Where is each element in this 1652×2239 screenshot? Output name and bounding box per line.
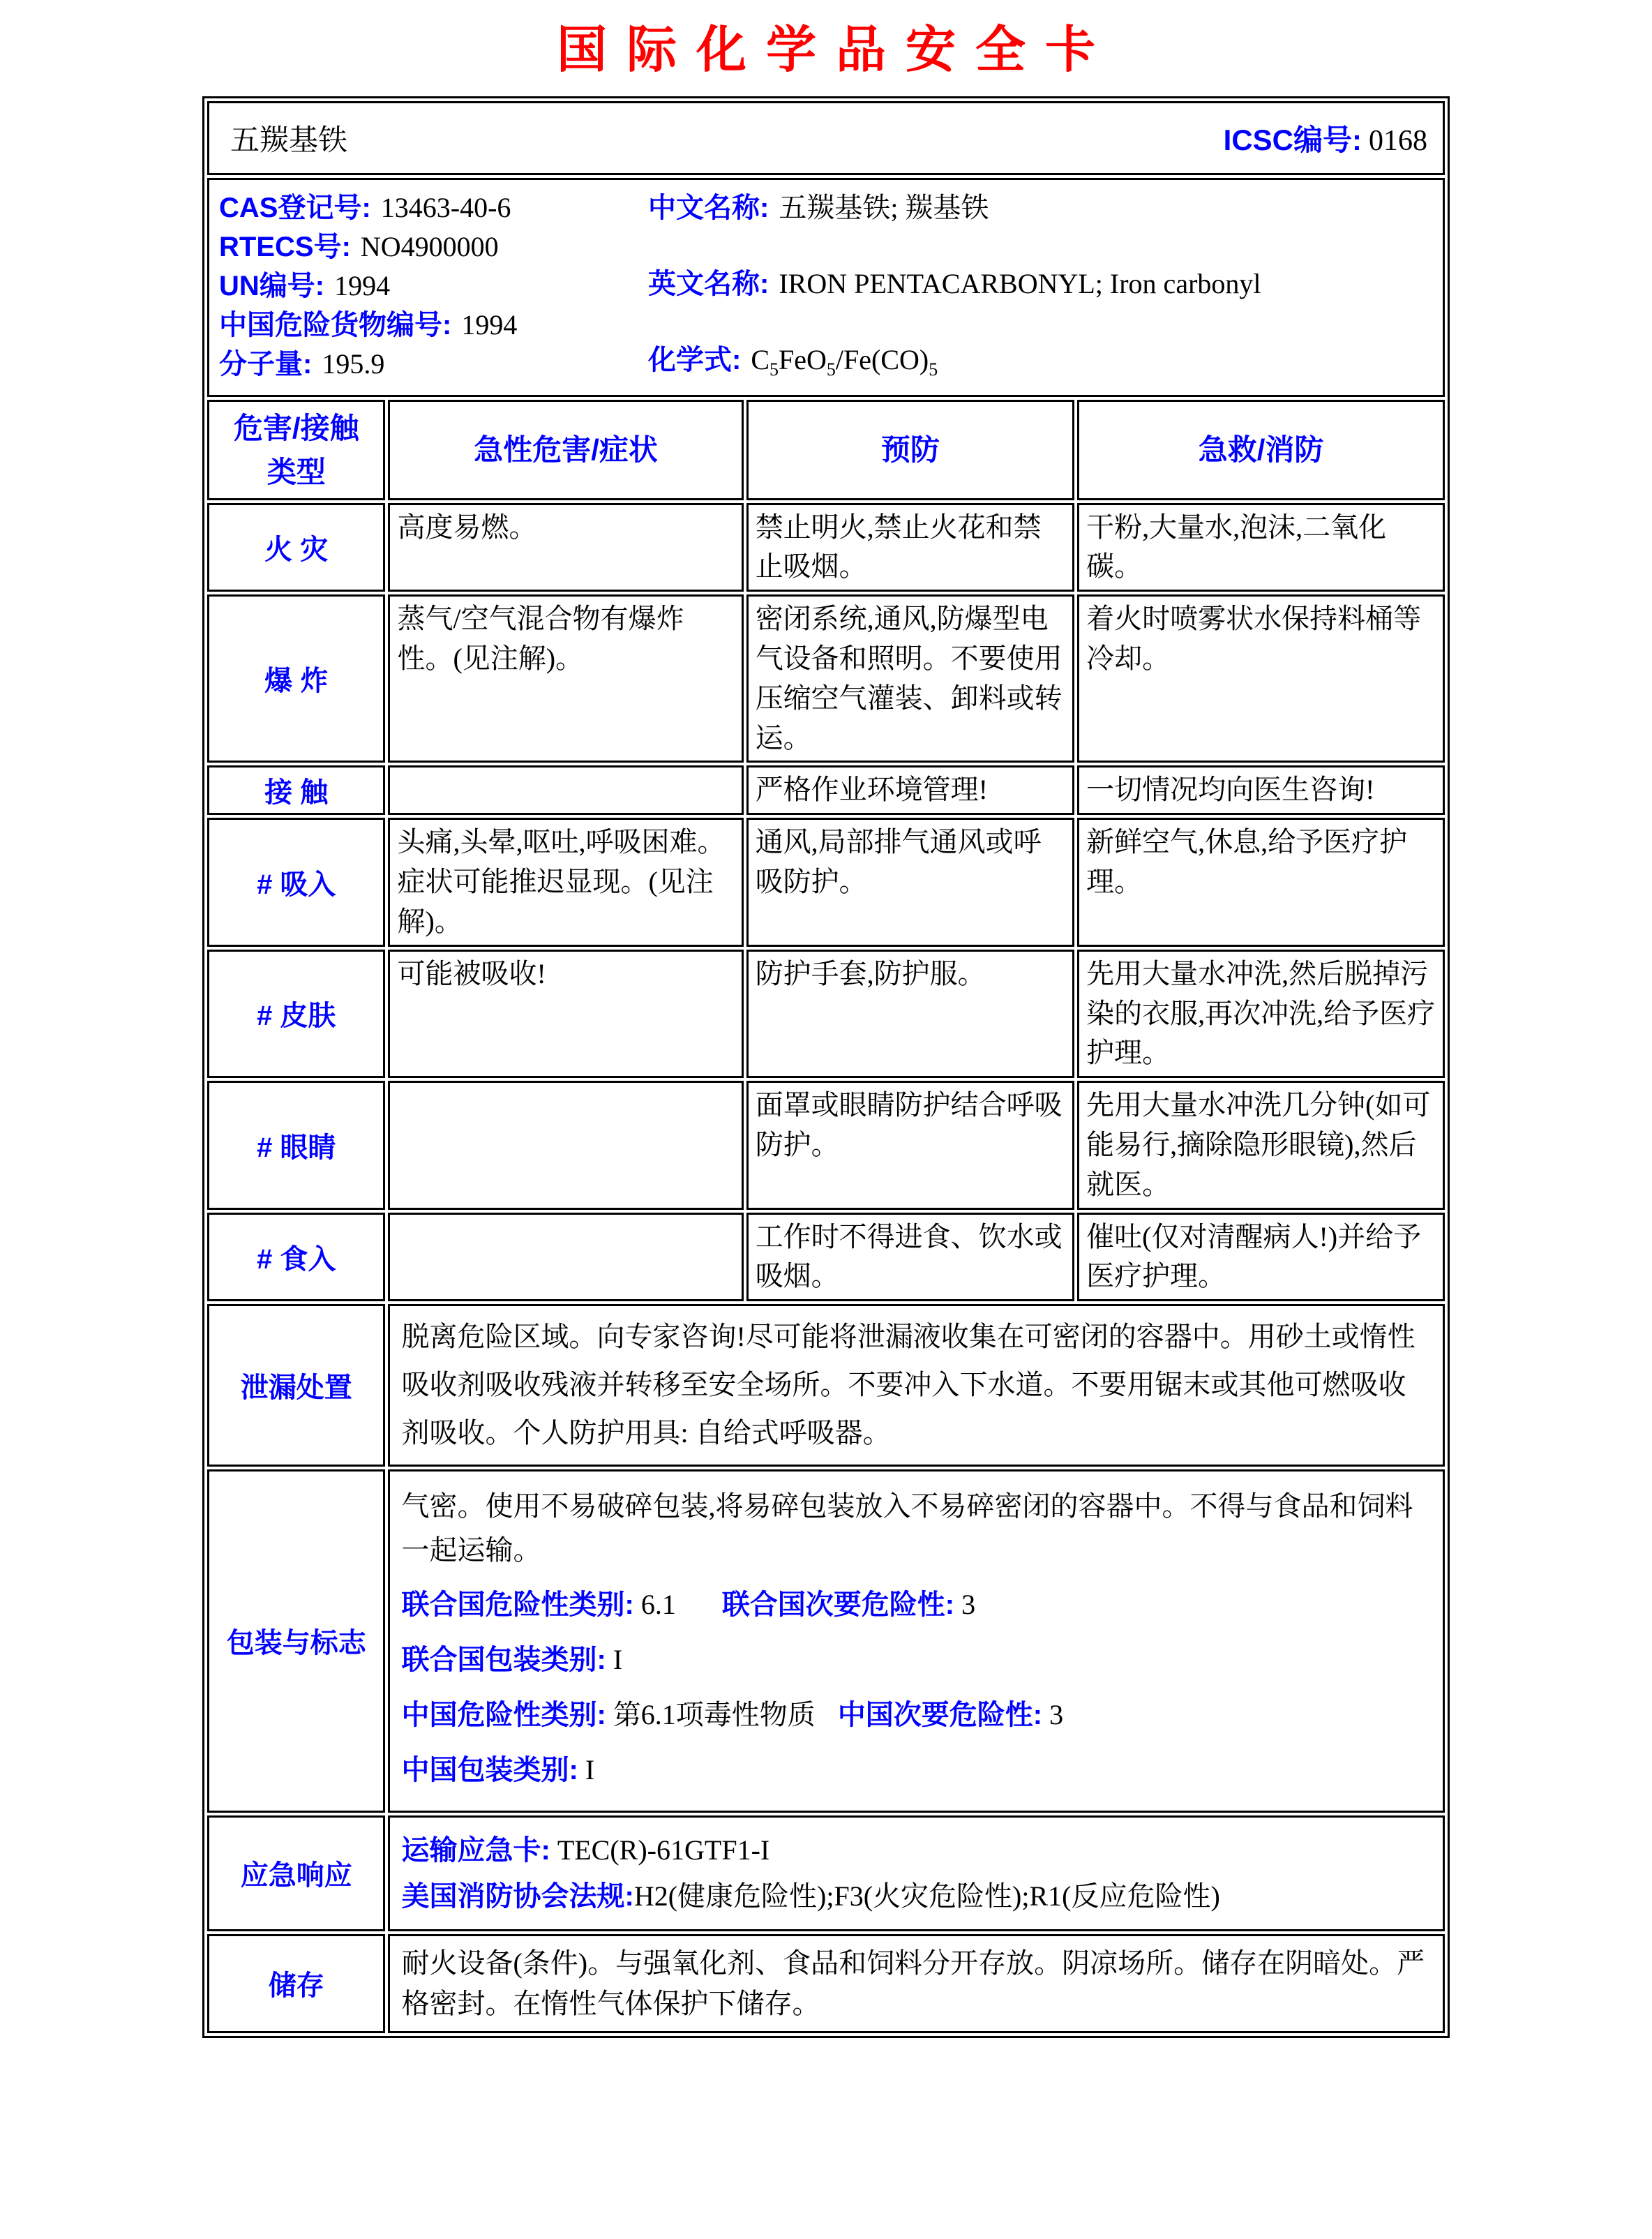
packaging-content [388, 1469, 1445, 1813]
emergency-content [388, 1815, 1445, 1931]
chinese-name-field [648, 191, 1434, 225]
icsc-document [0, 18, 1652, 2038]
un-packing-group-label: 联合国包装类别: [401, 1645, 606, 1676]
eyes-prevention: 面罩或眼睛防护结合呼吸防护。 [746, 1081, 1074, 1209]
fire-firstaid: 干粉,大量水,泡沫,二氧化碳。 [1077, 503, 1445, 592]
eyes-symptoms [388, 1081, 743, 1209]
fire-prevention: 禁止明火,禁止火花和禁止吸烟。 [746, 503, 1074, 592]
chemical-formula-field [648, 343, 1434, 380]
icsc-number [1224, 117, 1427, 159]
inhalation-symptoms: 头痛,头晕,呕吐,呼吸困难。症状可能推迟显现。(见注解)。 [388, 818, 743, 946]
identifiers-left-column [219, 191, 648, 381]
header-hazard-type: 危害/接触类型 [207, 400, 385, 500]
table-row-storage [207, 1934, 1445, 2033]
table-row-packaging [207, 1469, 1445, 1813]
chinese-name-value: 五羰基铁; 羰基铁 [779, 191, 989, 223]
chemical-formula-label: 化学式: [648, 345, 742, 376]
row-label-emergency: 应急响应 [207, 1815, 385, 1931]
un-packing-group-line [401, 1638, 1432, 1682]
table-row-explosion [207, 594, 1445, 763]
un-hazard-class-line [401, 1582, 1432, 1627]
fire-symptoms: 高度易燃。 [388, 503, 743, 592]
transport-emergency-card-label: 运输应急卡: [401, 1834, 550, 1866]
safety-card-table [202, 96, 1450, 2038]
formula-part: FeO [779, 344, 827, 376]
table-row-contact [207, 765, 1445, 815]
un-hazard-class-value: 6.1 [640, 1588, 676, 1620]
contact-firstaid: 一切情况均向医生咨询! [1077, 765, 1445, 815]
packaging-text: 气密。使用不易破碎包装,将易碎包装放入不易碎密闭的容器中。不得与食品和饲料一起运输。 [401, 1490, 1413, 1566]
name-row [230, 117, 1427, 159]
table-row-eyes [207, 1081, 1445, 1209]
cn-packing-group-value: I [585, 1754, 595, 1786]
table-row-ingestion [207, 1213, 1445, 1302]
identifiers-grid [219, 191, 1434, 381]
un-hazard-class-label: 联合国危险性类别: [401, 1589, 634, 1620]
un-number-label: UN编号: [219, 270, 325, 301]
table-row-spillage [207, 1304, 1445, 1466]
skin-prevention: 防护手套,防护服。 [746, 950, 1074, 1078]
table-row-emergency [207, 1815, 1445, 1931]
english-name-value: IRON PENTACARBONYL; Iron carbonyl [779, 268, 1261, 299]
un-packing-group-value: I [613, 1644, 623, 1676]
cn-hazard-class-value: 第6.1项毒性物质 [613, 1699, 816, 1731]
row-label-fire: 火 灾 [207, 503, 385, 592]
contact-prevention: 严格作业环境管理! [746, 765, 1074, 815]
row-label-spillage: 泄漏处置 [207, 1304, 385, 1466]
english-name-field [648, 267, 1434, 301]
china-dg-number-field [219, 308, 648, 342]
row-label-ingestion: # 食入 [207, 1213, 385, 1302]
row-label-packaging: 包装与标志 [207, 1469, 385, 1813]
identifiers-right-column [648, 191, 1434, 381]
cn-hazard-class-line [401, 1693, 1432, 1737]
card-title-row [207, 101, 1445, 175]
cas-number-value: 13463-40-6 [380, 191, 511, 223]
nfpa-code-line [401, 1876, 1432, 1917]
page-title: 国际化学品安全卡 [556, 22, 1115, 78]
storage-text: 耐火设备(条件)。与强氧化剂、食品和饲料分开存放。阴凉场所。储存在阴暗处。严格密封。在惰性气体保护下储存。 [388, 1934, 1445, 2033]
skin-firstaid: 先用大量水冲洗,然后脱掉污染的衣服,再次冲洗,给予医疗护理。 [1077, 950, 1445, 1078]
explosion-prevention: 密闭系统,通风,防爆型电气设备和照明。不要使用压缩空气灌装、卸料或转运。 [746, 594, 1074, 763]
header-acute-hazards: 急性危害/症状 [388, 400, 743, 500]
cas-number-field [219, 191, 648, 225]
explosion-firstaid: 着火时喷雾状水保持料桶等冷却。 [1077, 594, 1445, 763]
un-number-value: 1994 [334, 269, 391, 301]
ingestion-firstaid: 催吐(仅对清醒病人!)并给予医疗护理。 [1077, 1213, 1445, 1302]
inhalation-firstaid: 新鲜空气,休息,给予医疗护理。 [1077, 818, 1445, 946]
formula-subscript: 5 [929, 359, 938, 380]
explosion-symptoms: 蒸气/空气混合物有爆炸性。(见注解)。 [388, 594, 743, 763]
skin-symptoms: 可能被吸收! [388, 950, 743, 1078]
un-subsidiary-risk-value: 3 [961, 1588, 976, 1620]
cn-hazard-class-label: 中国危险性类别: [401, 1700, 606, 1731]
icsc-number-label: ICSC编号: [1223, 123, 1362, 156]
ingestion-symptoms [388, 1213, 743, 1302]
row-label-storage: 储存 [207, 1934, 385, 2033]
identifiers-row [207, 178, 1445, 397]
chemical-formula-value [751, 344, 938, 380]
ingestion-prevention: 工作时不得进食、饮水或吸烟。 [746, 1213, 1074, 1302]
rtecs-number-field [219, 230, 648, 264]
formula-subscript: 5 [769, 359, 779, 380]
china-dg-number-value: 1994 [461, 308, 518, 340]
un-number-field [219, 269, 648, 303]
header-prevention: 预防 [746, 400, 1074, 500]
row-label-inhalation: # 吸入 [207, 818, 385, 946]
molecular-weight-field [219, 347, 648, 381]
formula-part: C [751, 344, 770, 376]
icsc-number-value: 0168 [1369, 124, 1427, 157]
row-label-contact: 接 触 [207, 765, 385, 815]
cn-packing-group-line [401, 1748, 1432, 1792]
contact-symptoms [388, 765, 743, 815]
english-name-label: 英文名称: [648, 269, 769, 299]
table-row-inhalation [207, 818, 1445, 946]
nfpa-code-label: 美国消防协会法规: [401, 1880, 634, 1912]
cn-packing-group-label: 中国包装类别: [401, 1755, 578, 1786]
hazard-table-header-row [207, 400, 1445, 500]
inhalation-prevention: 通风,局部排气通风或呼吸防护。 [746, 818, 1074, 946]
transport-emergency-card-value: TEC(R)-61GTF1-I [557, 1834, 770, 1866]
row-label-explosion: 爆 炸 [207, 594, 385, 763]
row-label-eyes: # 眼睛 [207, 1081, 385, 1209]
transport-emergency-card-line [401, 1830, 1432, 1871]
eyes-firstaid: 先用大量水冲洗几分钟(如可能易行,摘除隐形眼镜),然后就医。 [1077, 1081, 1445, 1209]
cas-number-label: CAS登记号: [219, 192, 371, 223]
china-dg-number-label: 中国危险货物编号: [219, 309, 452, 340]
chemical-name: 五羰基铁 [230, 124, 348, 157]
header-first-aid: 急救/消防 [1077, 400, 1445, 500]
un-subsidiary-risk-label: 联合国次要危险性: [721, 1589, 955, 1620]
nfpa-code-value: H2(健康危险性);F3(火灾危险性);R1(反应危险性) [633, 1880, 1220, 1912]
molecular-weight-value: 195.9 [322, 347, 385, 380]
row-label-skin: # 皮肤 [207, 950, 385, 1078]
chinese-name-label: 中文名称: [648, 192, 769, 223]
spillage-text: 脱离危险区域。向专家咨询!尽可能将泄漏液收集在可密闭的容器中。用砂土或惰性吸收剂吸收残液并转移至安全场所。不要冲入下水道。不要用锯末或其他可燃吸收剂吸收。个人防护用具: 自给式呼吸器。 [388, 1304, 1445, 1466]
cn-subsidiary-risk-value: 3 [1049, 1699, 1064, 1731]
formula-part: /Fe(CO) [835, 344, 929, 376]
rtecs-number-label: RTECS号: [219, 231, 351, 262]
rtecs-number-value: NO4900000 [360, 230, 499, 262]
cn-subsidiary-risk-label: 中国次要危险性: [837, 1700, 1043, 1731]
table-row-skin [207, 950, 1445, 1078]
table-row-fire [207, 503, 1445, 592]
formula-subscript: 5 [826, 359, 836, 380]
molecular-weight-label: 分子量: [219, 348, 313, 380]
